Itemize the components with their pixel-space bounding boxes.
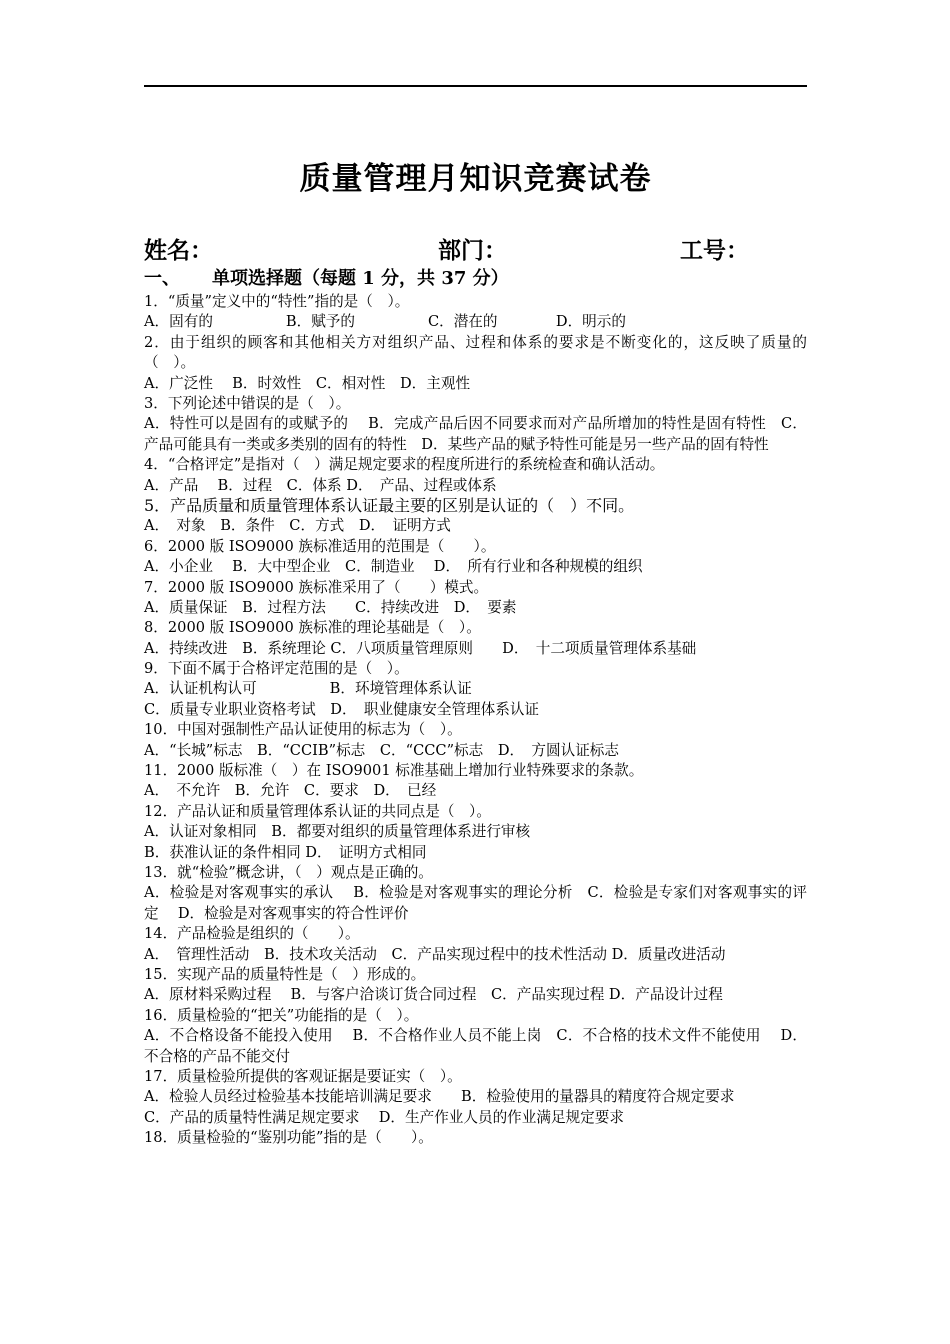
question-text: 14．产品检验是组织的（ ）。	[144, 925, 360, 943]
question-text: 7．2000 版 ISO9000 族标准采用了（ ）模式。	[144, 578, 489, 596]
question-text: 15．实现产品的质量特性是（ ）形成的。	[144, 965, 426, 983]
question-text: 11．2000 版标准（ ）在 ISO9001 标准基础上增加行业特殊要求的条款。	[144, 762, 644, 780]
name-field-label: 姓名：	[144, 238, 213, 264]
answer-options: A．产品 B．过程 C．体系 D． 产品、过程或体系	[144, 476, 497, 494]
answer-options: C．产品的质量特性满足规定要求 D．生产作业人员的作业满足规定要求	[144, 1108, 624, 1126]
answer-options: A．特性可以是固有的或赋予的 B．完成产品后因不同要求而对产品所增加的特性是固有特性 C．产品可能具有一类或多类别的固有的特性 D．某些产品的赋予特性可能是另一些产品的固有特性	[144, 415, 807, 453]
question-text: 13．就“检验”概念讲，（ ）观点是正确的。	[144, 864, 433, 881]
answer-options: A．检验是对客观事实的承认 B．检验是对客观事实的理论分析 C．检验是专家们对客观事实的评定 D．检验是对客观事实的符合性评价	[144, 884, 807, 922]
answer-options: A．认证机构认可 B．环境管理体系认证	[144, 680, 472, 698]
question-text: 3．下列论述中错误的是（ ）。	[144, 394, 351, 412]
question-text: 17．质量检验所提供的客观证据是要证实（ ）。	[144, 1067, 462, 1085]
answer-options: A． 管理性活动 B．技术攻关活动 C．产品实现过程中的技术性活动 D．质量改进活动	[144, 945, 726, 963]
question-text: 16．质量检验的“把关”功能指的是（ ）。	[144, 1006, 419, 1024]
answer-options: C．质量专业职业资格考试 D． 职业健康安全管理体系认证	[144, 700, 540, 718]
header-rule	[144, 85, 807, 87]
question-text: 1．“质量”定义中的“特性”指的是（ ）。	[144, 293, 410, 310]
answer-options: A．质量保证 B．过程方法 C．持续改进 D． 要素	[144, 598, 517, 616]
section-label: 单项选择题（每题 1 分，共 37 分）	[212, 268, 509, 289]
question-text: 18．质量检验的“鉴别功能”指的是（ ）。	[144, 1129, 433, 1147]
question-text: 9．下面不属于合格评定范围的是（ ）。	[144, 660, 409, 678]
question-text: 2．由于组织的顾客和其他相关方对组织产品、过程和体系的要求是不断变化的，这反映了质量的（ ）。	[144, 333, 807, 372]
employee-id-field-label: 工号：	[680, 238, 749, 264]
answer-options: A． 对象 B．条件 C．方式 D． 证明方式	[144, 517, 451, 535]
question-body	[144, 292, 807, 1149]
answer-options: A．小企业 B．大中型企业 C．制造业 D． 所有行业和各种规模的组织	[144, 558, 643, 576]
answer-options: A．固有的 B．赋予的 C．潜在的 D．明示的	[144, 313, 626, 331]
answer-options: A．广泛性 B．时效性 C．相对性 D．主观性	[144, 374, 471, 392]
answer-options: A． 不允许 B．允许 C．要求 D． 已经	[144, 782, 437, 800]
section-number: 一、	[144, 268, 180, 289]
answer-options: B．获准认证的条件相同 D． 证明方式相同	[144, 843, 427, 861]
question-text: 12．产品认证和质量管理体系认证的共同点是（ ）。	[144, 802, 491, 820]
answer-options: A．持续改进 B．系统理论 C．八项质量管理原则 D． 十二项质量管理体系基础	[144, 639, 697, 657]
answer-options: A．原材料采购过程 B．与客户洽谈订货合同过程 C．产品实现过程 D．产品设计过程	[144, 986, 723, 1004]
question-text: 10．中国对强制性产品认证使用的标志为（ ）。	[144, 721, 462, 739]
answer-options: A．检验人员经过检验基本技能培训满足要求 B．检验使用的量器具的精度符合规定要求	[144, 1088, 735, 1106]
answer-options: A．不合格设备不能投入使用 B．不合格作业人员不能上岗 C．不合格的技术文件不能使用 D．不合格的产品不能交付	[144, 1027, 807, 1065]
answer-options: A．认证对象相同 B．都要对组织的质量管理体系进行审核	[144, 823, 531, 841]
page-title: 质量管理月知识竞赛试卷	[299, 161, 652, 197]
question-text: 4．“合格评定”是指对（ ）满足规定要求的程度所进行的系统检查和确认活动。	[144, 456, 665, 474]
section-heading	[144, 266, 509, 292]
department-field-label: 部门：	[438, 238, 507, 264]
question-text: 5．产品质量和质量管理体系认证最主要的区别是认证的（ ）不同。	[144, 495, 635, 515]
question-text: 8．2000 版 ISO9000 族标准的理论基础是（ ）。	[144, 619, 481, 637]
question-text: 6．2000 版 ISO9000 族标准适用的范围是（ ）。	[144, 537, 496, 555]
answer-options: A．“长城”标志 B．“CCIB”标志 C．“CCC”标志 D． 方圆认证标志	[144, 741, 619, 759]
